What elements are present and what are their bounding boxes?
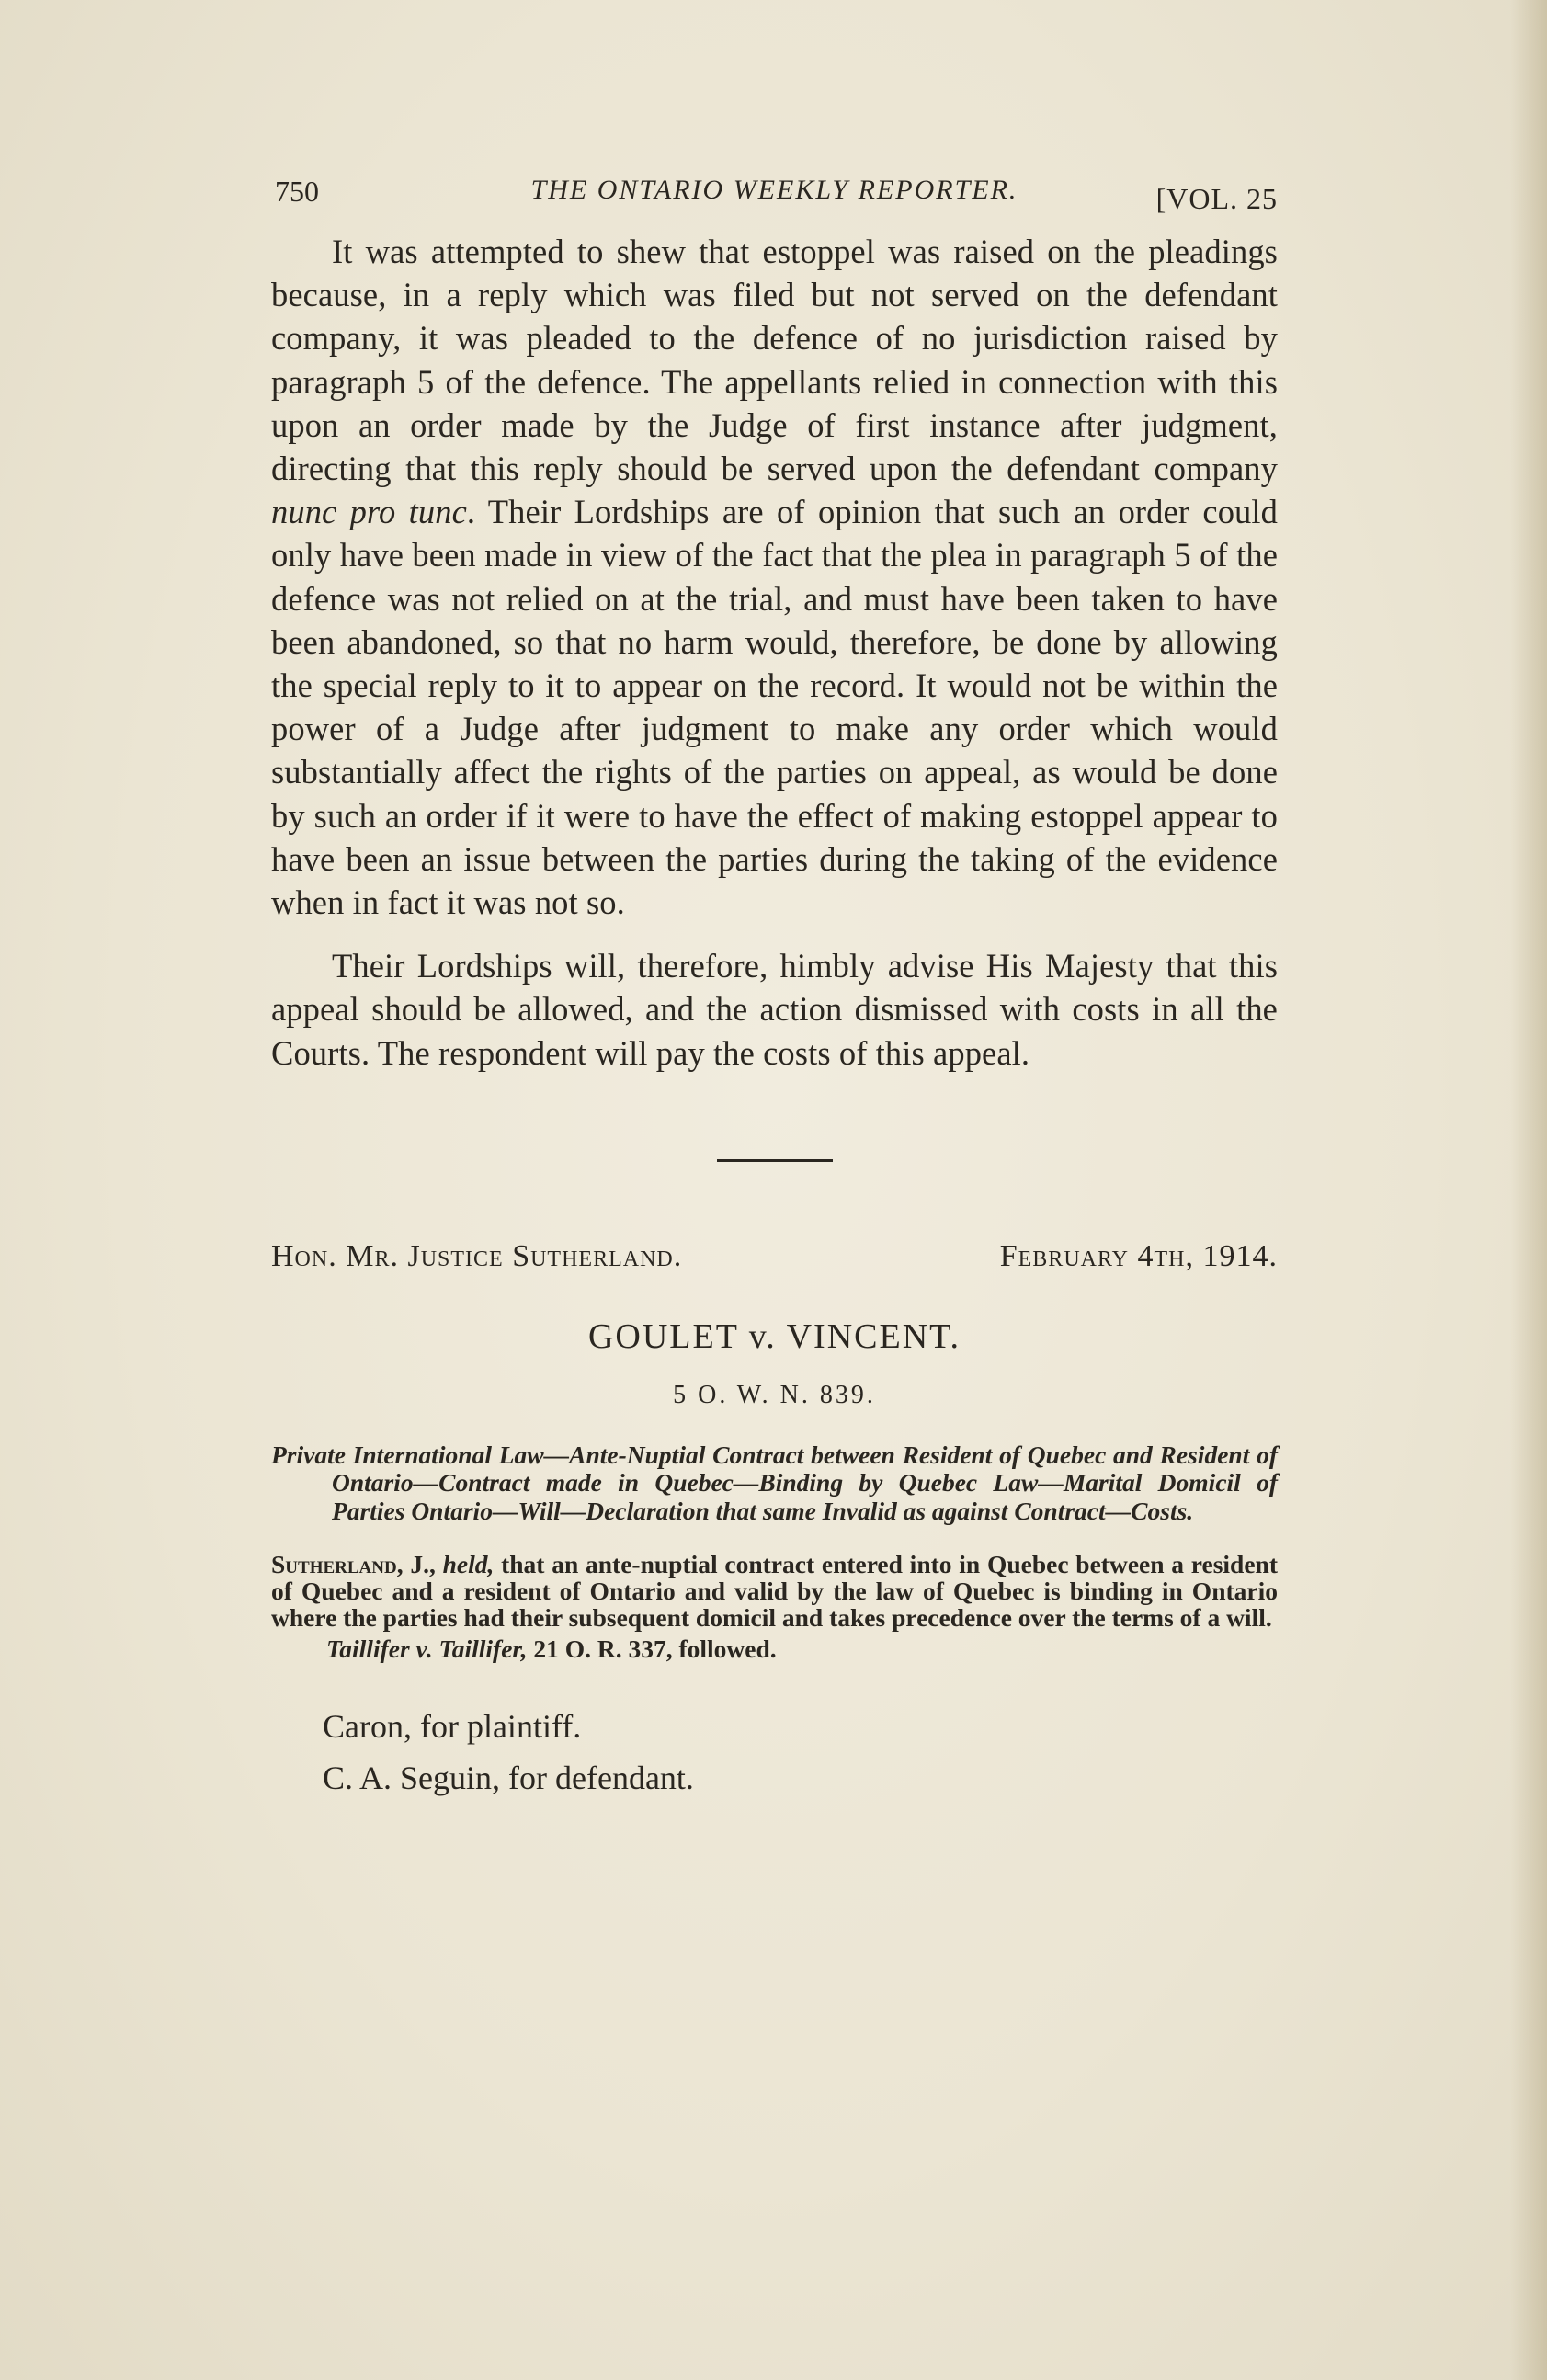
running-head — [271, 175, 1278, 230]
counsel-list — [271, 1701, 1278, 1804]
holding-summary — [271, 1551, 1278, 1631]
holding-text: that an ante-nuptial contract entered into in Quebec between a resident of Quebec and a resident of Ontario and valid by the law of Quebec is binding in Ontario where the parties had their subsequent domicil and takes precedence over the terms of a will. — [271, 1550, 1278, 1633]
journal-title: THE ONTARIO WEEKLY REPORTER. — [530, 175, 1018, 205]
section-divider — [717, 1159, 833, 1162]
paragraph-conclusion: Their Lordships will, therefore, himbly advise His Majesty that this appeal should be allowed, and the action dismissed with costs in all the Courts. The respondent will pay the costs of this appeal. — [271, 947, 1278, 1072]
headnote: Private International Law—Ante-Nuptial Contract between Resident of Quebec and Resident of Ontario—Contract made in Quebec—Binding by Quebec Law—Marital Domicil of Parties Ontario—Will—Declaration that same Invalid as against Contract—Costs. — [271, 1440, 1278, 1525]
judge-name: Hon. Mr. Justice Sutherland. — [271, 1238, 683, 1273]
holding-held: held, — [442, 1550, 495, 1579]
counsel-defendant: C. A. Seguin, for defendant. — [323, 1759, 694, 1797]
page-edge-shadow — [1510, 0, 1547, 2380]
case-title: GOULET v. VINCENT. — [587, 1316, 961, 1356]
judgment-text — [271, 230, 1278, 1075]
paragraph-estoppel — [271, 230, 1278, 924]
followed-authority — [271, 1634, 1278, 1664]
decision-date: February 4th, 1914. — [999, 1238, 1278, 1273]
page-number: 750 — [275, 175, 319, 208]
followed-case-citation: 21 O. R. 337, followed. — [527, 1634, 777, 1664]
counsel-plaintiff: Caron, for plaintiff. — [323, 1708, 582, 1746]
holding-judge: Sutherland, J., — [271, 1550, 436, 1579]
followed-case-name: Taillifer v. Taillifer, — [326, 1634, 528, 1664]
volume-label: [VOL. 25 — [1155, 182, 1278, 215]
text-column — [271, 175, 1278, 1804]
nunc-pro-tunc: nunc pro tunc — [271, 493, 467, 531]
case-citation: 5 O. W. N. 839. — [673, 1380, 876, 1409]
paragraph-estoppel-part2: . Their Lordships are of opinion that such an order could only have been made in view of the fact that the plea in paragraph 5 of the defence was not relied on at the trial, and must have been taken to have been abandoned, so that no harm would, therefore, be done by allowing the special reply to it to appear on the record. It would not be within the power of a Judge after judgment to make any order which would substantially affect the rights of the parties on appeal, as would be done by such an order if it were to have the effect of making estoppel appear to have been an issue between the parties during the taking of the evidence when in fact it was not so. — [271, 493, 1278, 922]
case-heading-line — [271, 1239, 1278, 1285]
paragraph-estoppel-part1: It was attempted to shew that estoppel was raised on the pleadings because, in a reply which was filed but not served on the defendant company, it was pleaded to the defence of no jurisdiction raised by paragraph 5 of the defence. The appellants relied in connection with this upon an order made by the Judge of first instance after judgment, directing that this reply should be served upon the defendant company — [271, 233, 1278, 488]
